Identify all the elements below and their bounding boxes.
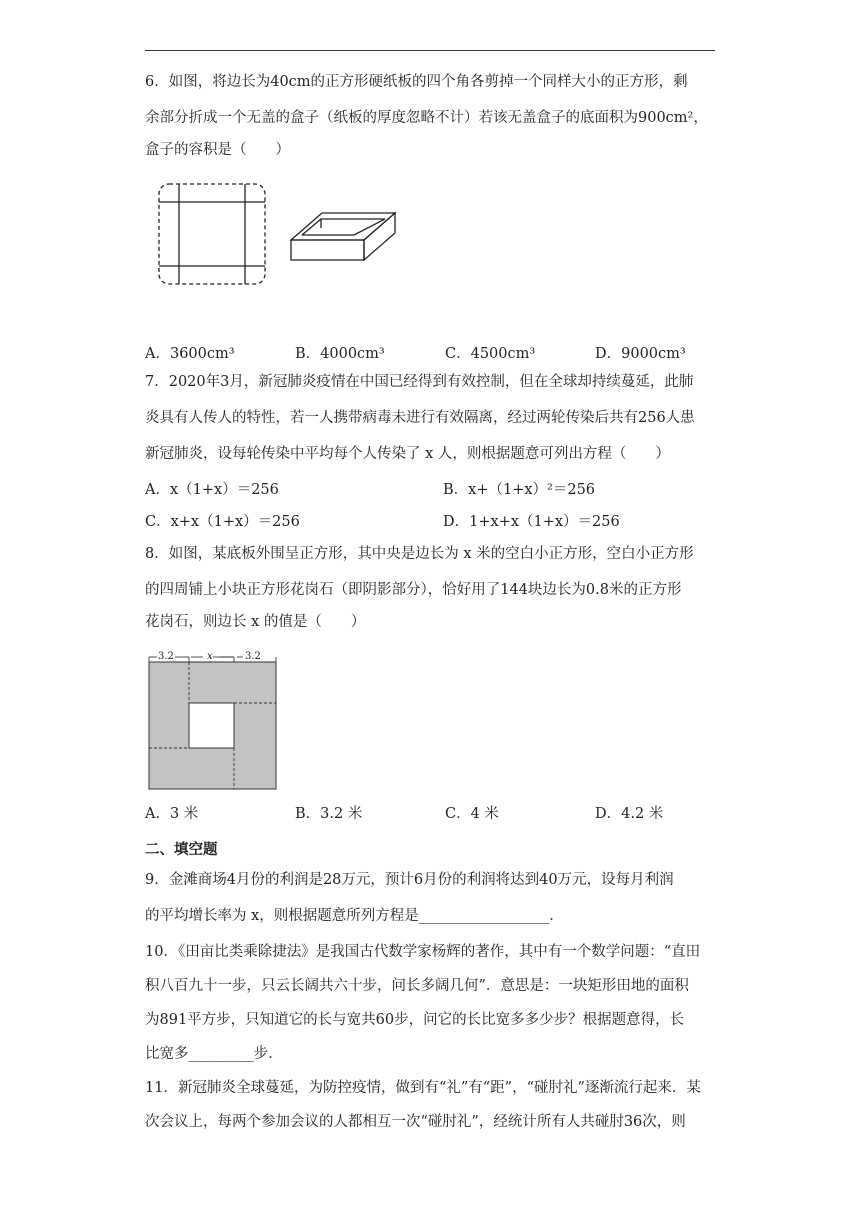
q9-line-1: 9．金滩商场4月份的利润是28万元，预计6月份的利润将达到40万元，设每月利润 [145, 872, 674, 888]
q9-line-2: 的平均增长率为 x，则根据题意所列方程是__________________． [145, 908, 564, 924]
q8-option-c: C．4 米 [445, 806, 499, 822]
q10-line-2: 积八百九十一步，只云长阔共六十步，问长多阔几何”．意思是：一块矩形田地的面积 [145, 978, 689, 994]
q6-line-2: 余部分折成一个无盖的盒子（纸板的厚度忽略不计）若该无盖盒子的底面积为900cm²， [145, 110, 708, 126]
q6-line-3: 盒子的容积是（ ） [145, 142, 290, 158]
q8-option-a: A．3 米 [145, 806, 199, 822]
q7-option-a: A．x（1+x）＝256 [145, 482, 279, 498]
q6-figure [155, 180, 400, 290]
q7-option-b: B．x+（1+x）²＝256 [443, 482, 596, 498]
header-rule [145, 50, 715, 51]
q10-line-1: 10．《田亩比类乘除捷法》是我国古代数学家杨辉的著作，其中有一个数学问题：“直田 [145, 944, 701, 960]
q7-option-d: D．1+x+x（1+x）＝256 [443, 514, 620, 530]
q7-option-c: C．x+x（1+x）＝256 [145, 514, 300, 530]
q6-option-a: A．3600cm³ [145, 346, 235, 362]
section-heading-fill-in: 二、填空题 [145, 841, 218, 858]
q11-line-1: 11．新冠肺炎全球蔓延，为防控疫情，做到有“礼”有“距”，“碰肘礼”逐渐流行起来．某 [145, 1080, 701, 1096]
q7-line-3: 新冠肺炎，设每轮传染中平均每个人传染了 x 人，则根据题意可列出方程（ ） [145, 446, 670, 462]
q11-line-2: 次会议上，每两个参加会议的人都相互一次“碰肘礼”，经统计所有人共碰肘36次，则 [145, 1114, 686, 1130]
q6-option-d: D．9000cm³ [595, 346, 686, 362]
q8-label-x: x [207, 651, 213, 662]
q7-line-1: 7．2020年3月，新冠肺炎疫情在中国已经得到有效控制，但在全球却持续蔓延，此肺 [145, 374, 694, 390]
q8-option-b: B．3.2 米 [295, 806, 363, 822]
q8-label-left: 3.2 [158, 651, 174, 662]
q10-line-4: 比宽多_________步． [145, 1046, 283, 1062]
q8-line-3: 花岗石，则边长 x 的值是（ ） [145, 614, 366, 630]
q8-figure [145, 648, 280, 793]
q8-option-d: D．4.2 米 [595, 806, 664, 822]
q6-option-c: C．4500cm³ [445, 346, 536, 362]
q6-line-1: 6．如图，将边长为40cm的正方形硬纸板的四个角各剪掉一个同样大小的正方形，剩 [145, 74, 688, 90]
q10-line-3: 为891平方步，只知道它的长与宽共60步，问它的长比宽多多少步？根据题意得，长 [145, 1012, 685, 1028]
q6-option-b: B．4000cm³ [295, 346, 385, 362]
q7-line-2: 炎具有人传人的特性，若一人携带病毒未进行有效隔离，经过两轮传染后共有256人患 [145, 410, 695, 426]
q8-line-1: 8．如图，某底板外围呈正方形，其中央是边长为 x 米的空白小正方形，空白小正方形 [145, 546, 694, 562]
q8-label-right: 3.2 [245, 651, 261, 662]
q8-line-2: 的四周铺上小块正方形花岗石（即阴影部分），恰好用了144块边长为0.8米的正方形 [145, 582, 682, 598]
